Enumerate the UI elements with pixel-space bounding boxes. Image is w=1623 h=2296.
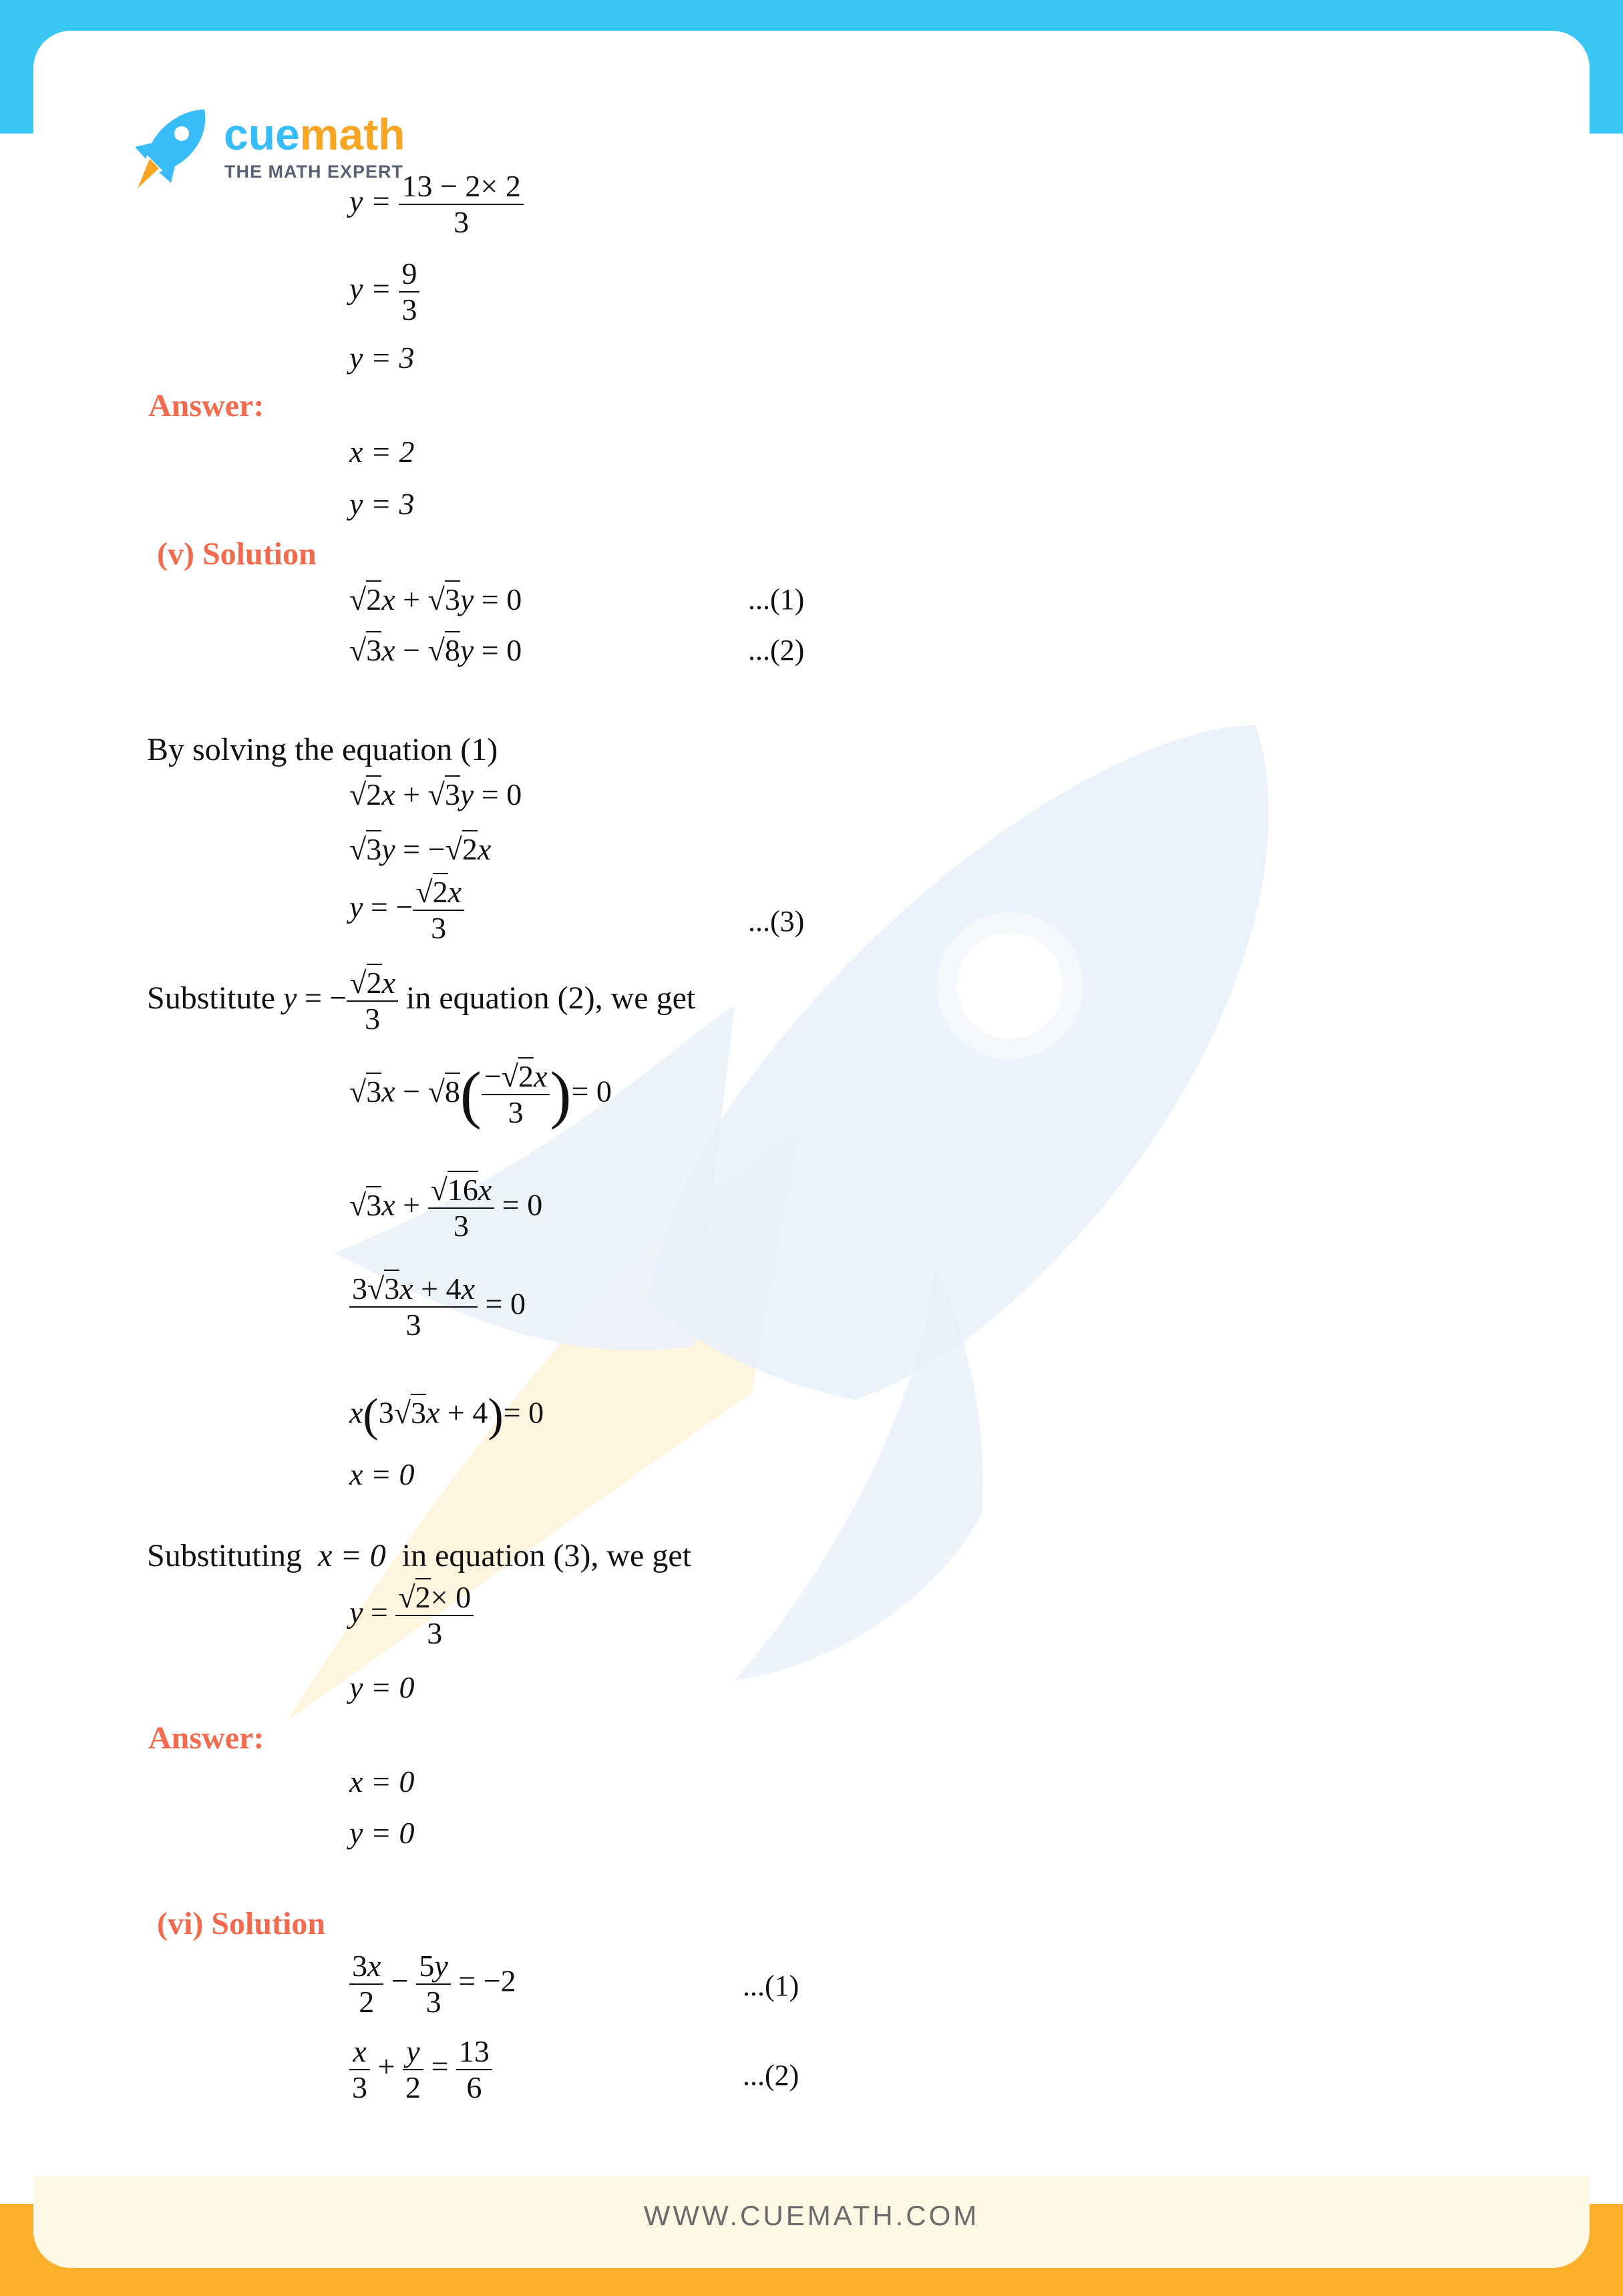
vi-eq1-ref: ...(1) [743, 1969, 799, 2002]
iv-step2: y = $\frac{9}{3}$ [349, 256, 419, 327]
v-sub-step3: $\frac{3√3x + 4x}{3}$ = 0 [349, 1272, 526, 1342]
iv-step3: y = 3 [349, 341, 415, 375]
brand-name-part2: math [299, 110, 405, 159]
page-card [33, 31, 1590, 2268]
iv-answer-x: x = 2 [349, 435, 415, 469]
v-solve-step1: √2x + √3y = 0 [349, 777, 522, 812]
v-prose-solve-eq1: By solving the equation (1) [147, 732, 498, 767]
footer-url-link[interactable]: WWW.CUEMATH.COM [643, 2200, 980, 2231]
v-eq1-ref: ...(1) [748, 583, 805, 616]
v-eq2-ref: ...(2) [748, 634, 805, 666]
iv-answer-label: Answer: [148, 388, 264, 423]
vi-heading: (vi) Solution [157, 1906, 326, 1941]
v-sub-step2: √3x + $\frac{√16x}{3}$ = 0 [349, 1173, 542, 1243]
vi-eq2-ref: ...(2) [743, 2059, 799, 2092]
vi-eq1: $\frac{3x}{2}$ − $\frac{5y}{3}$ = −2 [349, 1949, 516, 2020]
v-answer-y: y = 0 [349, 1816, 415, 1850]
v-prose-substituting: Substituting x = 0 in equation (3), we get [147, 1538, 691, 1573]
brand-name-part1: cue [224, 110, 300, 159]
v-y-step1: y = $\frac{√2\times 0}{3}$ [349, 1580, 474, 1651]
v-solve-step2: √3y = −√2x [349, 832, 491, 867]
v-eq2: √3x − √8y = 0 [349, 633, 522, 668]
v-prose-substitute: Substitute y = − $\frac{√2x}{3}$ in equation (2), we get [147, 966, 695, 1036]
v-eq3-ref: ...(3) [748, 905, 805, 938]
v-eq1: √2x + √3y = 0 [349, 582, 522, 617]
v-answer-x: x = 0 [349, 1764, 415, 1798]
iv-answer-y: y = 3 [349, 487, 415, 521]
v-answer-label: Answer: [148, 1720, 264, 1756]
v-heading: (v) Solution [157, 536, 317, 572]
v-sub-step1: √3x − √8( $\frac{-√2x}{3}$ )= 0 [349, 1059, 612, 1130]
cuemath-rocket-logo-icon [126, 106, 212, 192]
vi-eq2: $\frac{x}{3}$ + $\frac{y}{2}$ = $\frac{13}{6}$ [349, 2034, 492, 2105]
iv-step1: y = $\frac{13 - 2\times 2}{3}$ [349, 169, 524, 240]
v-solve-step3: y = − $\frac{√2x}{3}$ [349, 875, 464, 946]
footer-bar [33, 2176, 1590, 2268]
v-sub-step4: x(3√3x + 4)= 0 [349, 1390, 544, 1441]
brand-tagline: THE MATH EXPERT [224, 162, 404, 182]
brand-name [224, 110, 405, 159]
v-x-zero: x = 0 [349, 1457, 415, 1491]
v-y-zero: y = 0 [349, 1670, 415, 1704]
